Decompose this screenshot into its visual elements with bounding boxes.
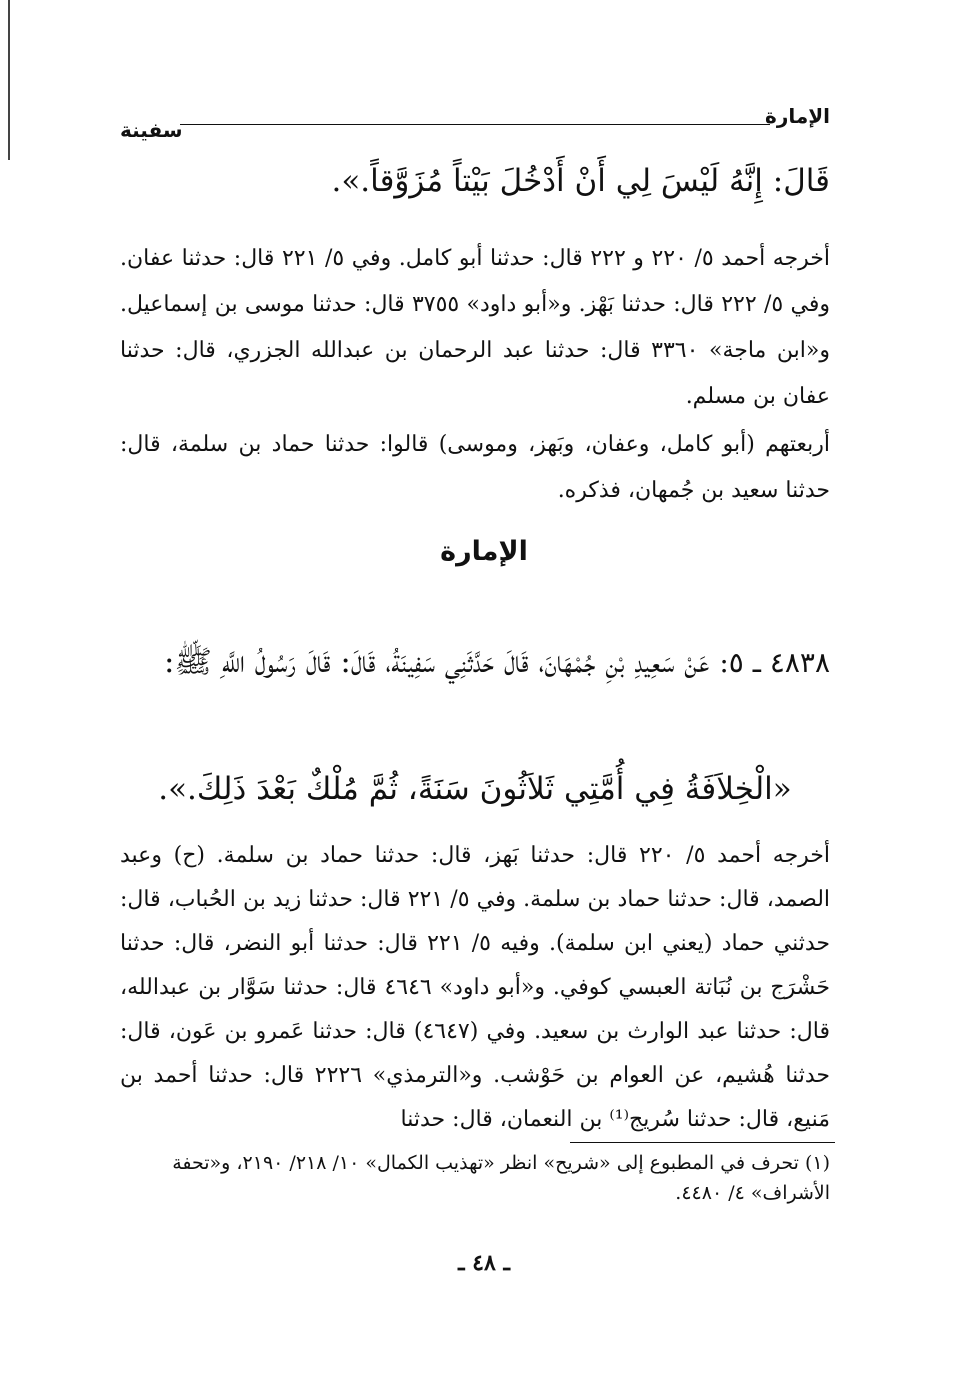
hadith-matn: «الْخِلاَفَةُ فِي أُمَّتِي ثَلاَثُونَ سَنَةً، ثُمَّ مُلْكٌ بَعْدَ ذَلِكَ.». xyxy=(158,771,792,807)
top-quote: قَالَ: إِنَّهُ لَيْسَ لِي أَنْ أَدْخُلَ بَيْتاً مُزَوَّقاً.». xyxy=(331,163,830,199)
section-heading: الإمارة xyxy=(440,536,528,567)
takhrij-paragraph-1: أخرجه أحمد ٥/ ٢٢٠ و ٢٢٢ قال: حدثنا أبو كامل. وفي ٥/ ٢٢١ قال: حدثنا عفان. وفي ٥/ ٢٢٢ قال: حدثنا بَهْز. و«أبو داود» ٣٧٥٥ قال: حدثنا موسى بن إسماعيل. و«ابن ماجة» ٣٣٦٠ قال: حدثنا عبد الرحمان بن عبدالله الجزري، قال: حدثنا عفان بن مسلم. xyxy=(120,246,831,409)
running-head-narrator: سفينة xyxy=(120,118,183,142)
hadith-isnad-block xyxy=(120,636,830,689)
hadith-number: ٤٨٣٨ ـ ٥: xyxy=(719,646,830,679)
footnote: (١) تحرف في المطبوع إلى «شريح» انظر «تهذيب الكمال» ١٠/ ٢١٨/ ٢١٩٠، و«تحفة الأشراف» ٤/ ٤٤٨٠. xyxy=(172,1152,830,1204)
scan-edge-mark xyxy=(8,0,10,160)
page-number: ـ ٤٨ ـ xyxy=(458,1250,510,1276)
footnote-rule xyxy=(570,1142,835,1143)
running-head xyxy=(120,104,830,142)
hadith-isnad: عَنْ سَعِيدِ بْنِ جُمْهَانَ، قَالَ حَدَّثَنِي سَفِينَةُ، قَالَ: قَالَ رَسُولُ اللَّهِ ﷺ: xyxy=(164,644,710,680)
takhrij-paragraph-3: أخرجه أحمد ٥/ ٢٢٠ قال: حدثنا بَهز، قال: حدثنا حماد بن سلمة. (ح) وعبد الصمد، قال: حدثنا حماد بن سلمة. وفي ٥/ ٢٢١ قال: حدثنا زيد بن الحُباب، قال: حدثني حماد (يعني ابن سلمة). وفيه ٥/ ٢٢١ قال: حدثنا أبو النضر، قال: حدثنا حَشْرَج بن نُبَاتة العبسي كوفي. و«أبو داود» ٤٦٤٦ قال: حدثنا سَوَّار بن عبدالله، قال: حدثنا عبد الوارث بن سعيد. وفي (٤٦٤٧) قال: حدثنا عَمرو بن عَون، قال: حدثنا هُشيم، عن العوام بن حَوْشب. و«الترمذي» ٢٢٢٦ قال: حدثنا أحمد بن مَنيع، قال: حدثنا سُريج⁽¹⁾ بن النعمان، قال: حدثنا xyxy=(120,843,831,1132)
running-head-rule xyxy=(180,124,770,125)
takhrij-paragraph-2: أربعتهم (أبو كامل، وعفان، وبَهز، وموسى) قالوا: حدثنا حماد بن سلمة، قال: حدثنا سعيد بن جُمهان، فذكره. xyxy=(120,432,830,503)
running-head-chapter: الإمارة xyxy=(765,104,830,128)
